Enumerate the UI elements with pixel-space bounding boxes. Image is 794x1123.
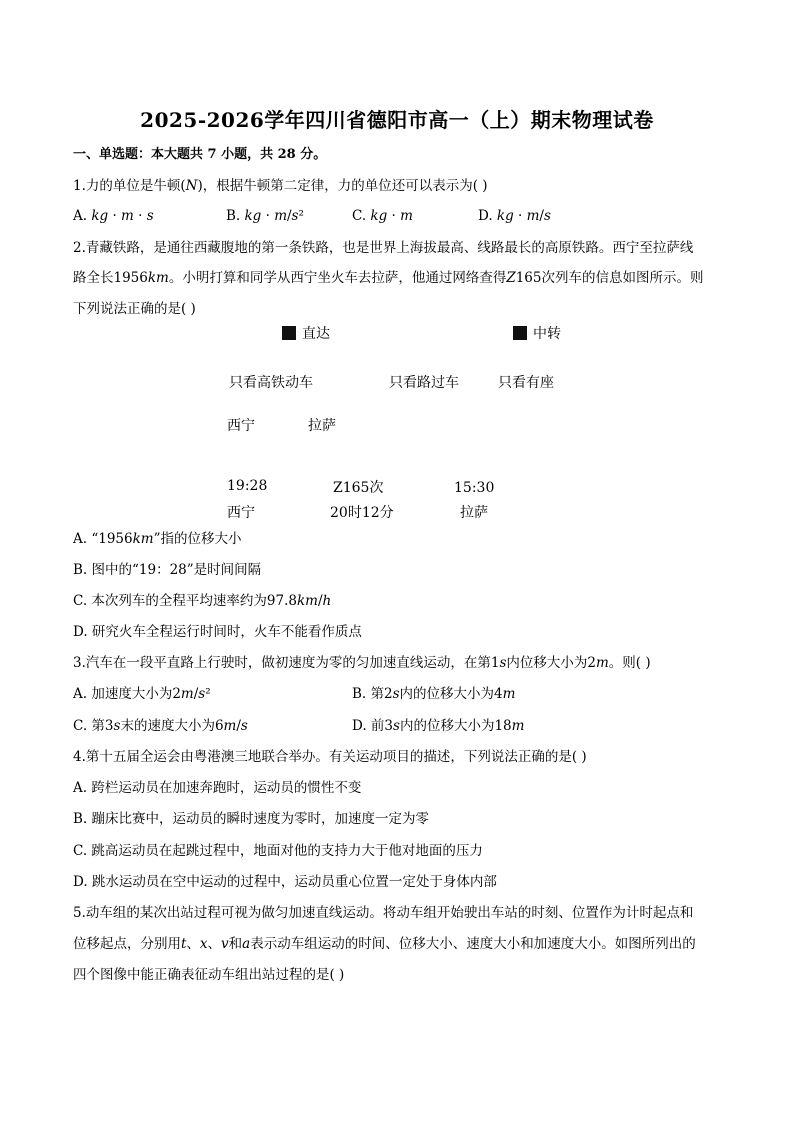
q2-option-b: B. 图中的“19：28”是时间间隔 [73,562,262,578]
question-4-stem: 4.第十五届全运会由粤港澳三地联合举办。有关运动项目的描述，下列说法正确的是( ) [73,749,587,765]
square-icon [513,326,527,340]
depart-station: 西宁 [227,505,255,521]
q4-option-b: B. 蹦床比赛中，运动员的瞬时速度为零时，加速度一定为零 [73,811,430,827]
square-icon [282,326,296,340]
q3-option-a: A. 加速度大小为2𝑚/𝑠² [73,686,211,702]
route-to: 拉萨 [308,418,336,434]
question-3-stem: 3.汽车在一段平直路上行驶时，做初速度为零的匀加速直线运动，在第1𝑠内位移大小为2𝑚。则( ) [73,655,651,671]
question-1-stem: 1.力的单位是牛顿(𝑁)，根据牛顿第二定律，力的单位还可以表示为( ) [73,178,488,194]
tab-direct [282,325,330,343]
q4-option-d: D. 跳水运动员在空中运动的过程中，运动员重心位置一定处于身体内部 [73,874,497,890]
q2-option-c: C. 本次列车的全程平均速率约为97.8𝑘𝑚/ℎ [73,593,332,609]
q4-option-c: C. 跳高运动员在起跳过程中，地面对他的支持力大于他对地面的压力 [73,843,483,859]
q3-option-c: C. 第3𝑠末的速度大小为6𝑚/𝑠 [73,718,248,734]
filter-seat: 只看有座 [498,375,554,391]
tab-transfer-label: 中转 [533,326,561,342]
route-from: 西宁 [227,418,255,434]
trip-duration: 20时12分 [330,505,394,521]
tab-transfer [513,325,561,343]
q1-option-d: D. 𝑘𝑔 · 𝑚/𝑠 [478,208,551,224]
q4-option-a: A. 跨栏运动员在加速奔跑时，运动员的惯性不变 [73,780,362,796]
q2-option-d: D. 研究火车全程运行时间时，火车不能看作质点 [73,624,362,640]
q1-option-b: B. 𝑘𝑔 · 𝑚/𝑠² [226,208,304,224]
arrive-station: 拉萨 [460,505,488,521]
tab-direct-label: 直达 [302,326,330,342]
arrive-time: 15:30 [454,480,495,496]
page-title: 2025-2026学年四川省德阳市高一（上）期末物理试卷 [140,108,654,132]
question-5-stem-line-2: 位移起点，分别用𝑡、𝑥、𝑣和𝑎表示动车组运动的时间、位移大小、速度大小和加速度大小。如图所列出的 [73,936,696,952]
q3-option-b: B. 第2𝑠内的位移大小为4𝑚 [352,686,516,702]
q3-option-d: D. 前3𝑠内的位移大小为18𝑚 [352,718,525,734]
question-5-stem-line-3: 四个图像中能正确表征动车组出站过程的是( ) [73,967,345,983]
question-5-stem-line-1: 5.动车组的某次出站过程可视为做匀加速直线运动。将动车组开始驶出车站的时刻、位置作为计时起点和 [73,905,694,921]
q1-option-c: C. 𝑘𝑔 · 𝑚 [352,208,413,224]
train-number: Z165次 [333,480,384,496]
section-heading: 一、单选题：本大题共 7 小题，共 28 分。 [73,147,327,162]
filter-passing: 只看路过车 [389,375,459,391]
question-2-stem-line-2: 路全长1956𝑘𝑚。小明打算和同学从西宁坐火车去拉萨，他通过网络查得𝑍165次列车的信息如图所示。则 [73,270,704,286]
filter-hsr: 只看高铁动车 [229,375,313,391]
question-2-stem-line-3: 下列说法正确的是( ) [73,301,196,317]
q2-option-a: A. “1956𝑘𝑚”指的位移大小 [73,531,242,547]
depart-time: 19:28 [227,478,268,494]
q1-option-a: A. 𝑘𝑔 · 𝑚 · 𝑠 [73,208,154,224]
question-2-stem-line-1: 2.青藏铁路，是通往西藏腹地的第一条铁路，也是世界上海拔最高、线路最长的高原铁路。西宁至拉萨线 [73,240,694,256]
